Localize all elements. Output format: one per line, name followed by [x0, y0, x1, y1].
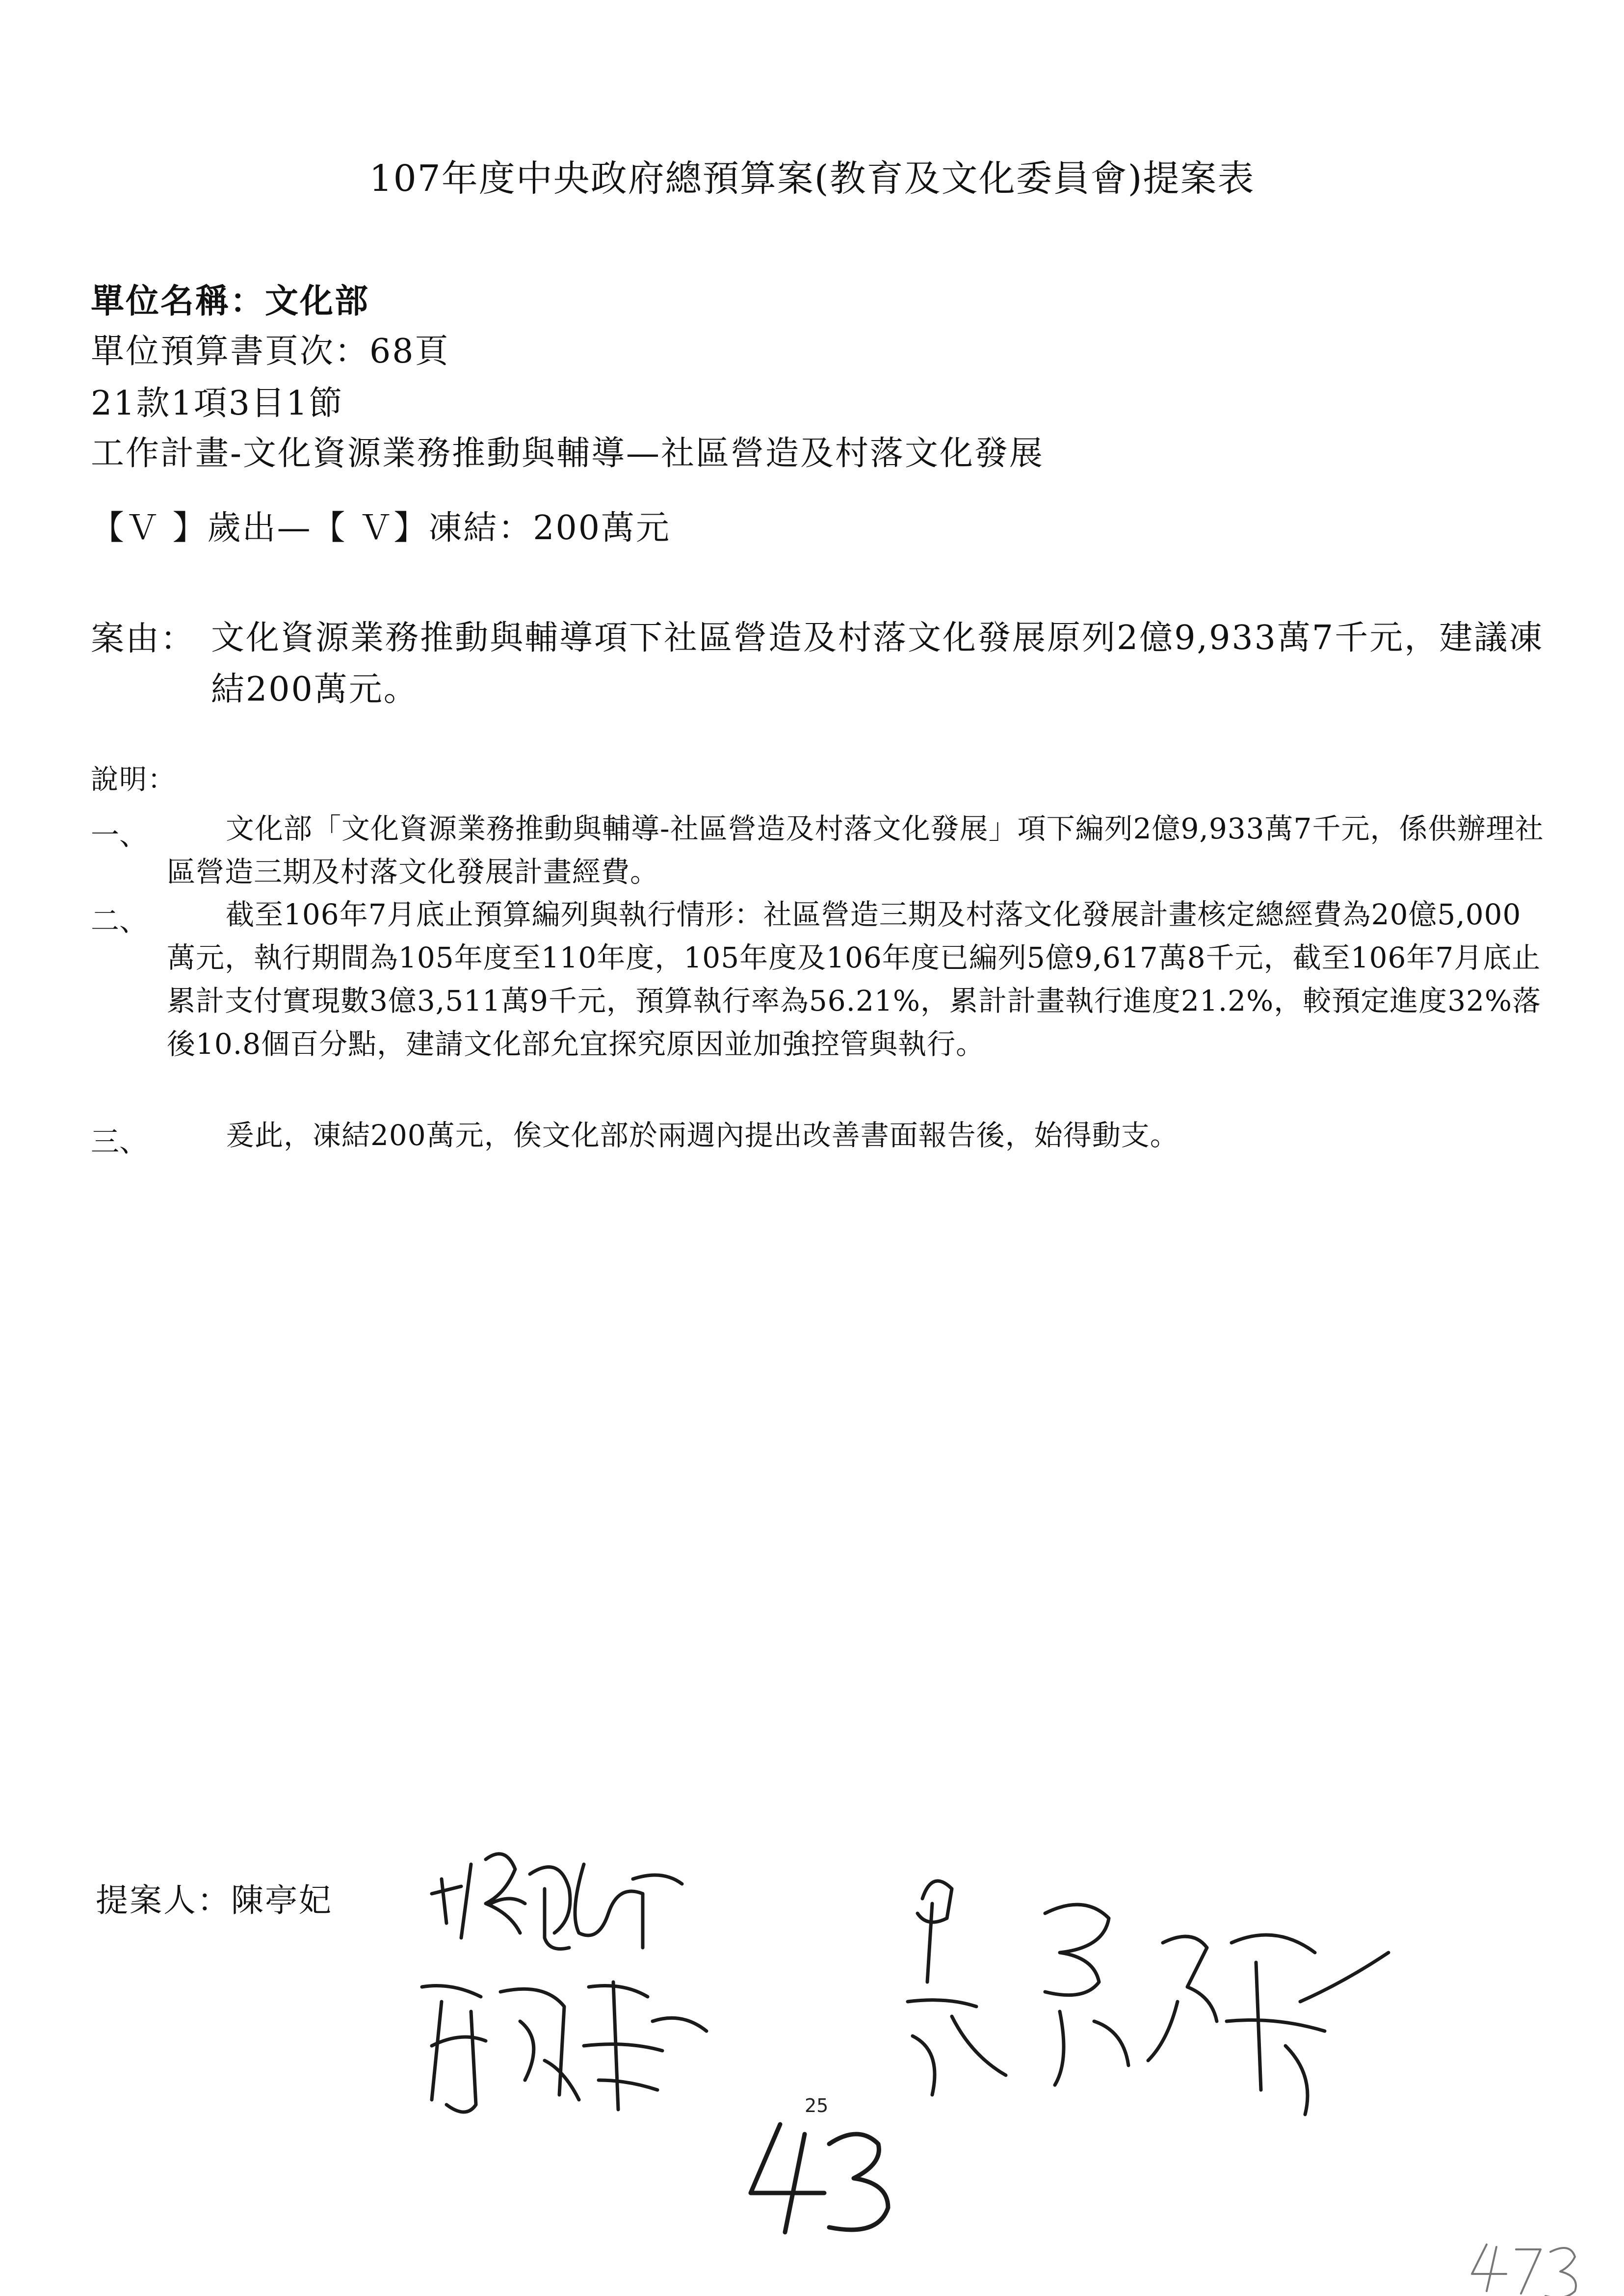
signature-third [908, 1881, 1388, 2114]
note-number: 三、 [91, 1125, 148, 1158]
note-number: 一、 [91, 818, 148, 852]
page-number: 25 [805, 2095, 829, 2116]
signature-chen [432, 1854, 682, 1949]
budget-page: 單位預算書頁次：68頁 [91, 332, 450, 371]
action-line: 【Ｖ 】歲出—【 Ｖ】凍結：200萬元 [91, 509, 671, 548]
note-text: 文化部「文化資源業務推動與輔導-社區營造及村落文化發展」項下編列2億9,933萬7千元，係供辦理社區營造三期及村落文化發展計畫經費。 [167, 812, 1544, 888]
note-number: 二、 [91, 904, 148, 938]
section-reference: 21款1項3目1節 [91, 384, 344, 423]
proposer: 提案人：陳亭妃 [96, 1881, 333, 1919]
document-title: 107年度中央政府總預算案(教育及文化委員會)提案表 [369, 157, 1255, 200]
case-label: 案由： [91, 620, 196, 658]
work-plan: 工作計畫-文化資源業務推動與輔導—社區營造及村落文化發展 [91, 434, 1044, 473]
note-text: 截至106年7月底止預算編列與執行情形：社區營造三期及村落文化發展計畫核定總經費為20億5,000萬元，執行期間為105年度至110年度，105年度及106年度已編列5億9,617萬8千元，截至106年7月底止累計支付實現數3億3,511萬9千元，預算執行率為56.21%，累計計畫執行進度21.2%，較預定進度32%落後10.8個百分點，建請文化部允宜探究原因並加強控管與執行。 [167, 898, 1542, 1061]
signature-second [422, 1982, 707, 2112]
case-text: 文化資源業務推動與輔導項下社區營造及村落文化發展原列2億9,933萬7千元，建議凍結200萬元。 [211, 619, 1544, 709]
note-text: 爰此，凍結200萬元，俟文化部於兩週內提出改善書面報告後，始得動支。 [226, 1119, 1179, 1152]
unit-name: 單位名稱：文化部 [91, 282, 370, 321]
notes-label: 說明： [91, 764, 176, 796]
